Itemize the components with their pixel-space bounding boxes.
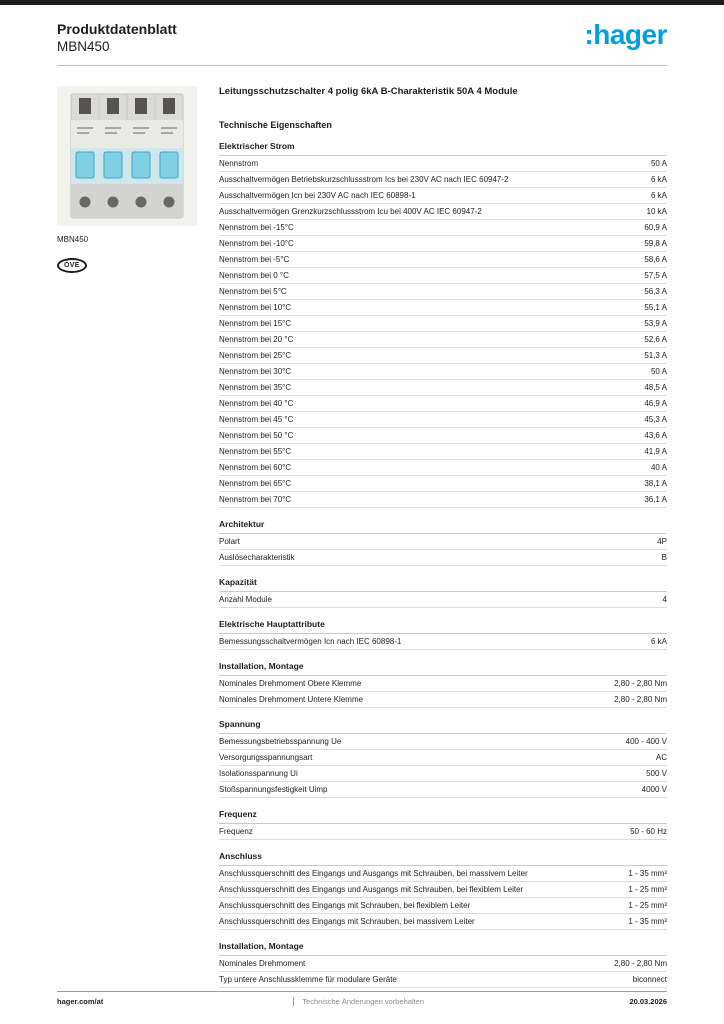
- spec-row: [219, 866, 667, 882]
- row-value: AC: [655, 753, 667, 762]
- spec-row: [219, 300, 667, 316]
- row-label: Bemessungsbetriebsspannung Ue: [219, 737, 342, 746]
- row-label: Isolationsspannung Ui: [219, 769, 298, 778]
- section-title: Architektur: [219, 519, 667, 534]
- row-value: 2,80 - 2,80 Nm: [614, 679, 667, 688]
- row-label: Stoßspannungsfestigkeit Uimp: [219, 785, 328, 794]
- spec-row: [219, 332, 667, 348]
- spec-row: [219, 428, 667, 444]
- row-label: Nennstrom bei 35°C: [219, 383, 292, 392]
- row-label: Ausschaltvermögen Betriebskurzschlussstrom Ics bei 230V AC nach IEC 60947-2: [219, 175, 509, 184]
- section-title: Installation, Montage: [219, 941, 667, 956]
- row-label: Nennstrom bei 60°C: [219, 463, 292, 472]
- spec-section: [219, 619, 667, 650]
- ove-certification-badge: ÖVE: [57, 258, 87, 273]
- page-model: MBN450: [57, 39, 110, 54]
- row-value: 500 V: [646, 769, 667, 778]
- spec-row: [219, 882, 667, 898]
- row-value: 38,1 A: [644, 479, 667, 488]
- spec-section: [219, 851, 667, 930]
- row-label: Anschlussquerschnitt des Eingangs und Ausgangs mit Schrauben, bei flexiblem Leiter: [219, 885, 524, 894]
- spec-row: [219, 364, 667, 380]
- footer-note: Technische Änderungen vorbehalten: [293, 997, 424, 1006]
- spec-row: [219, 348, 667, 364]
- row-value: 56,3 A: [644, 287, 667, 296]
- spec-row: [219, 898, 667, 914]
- spec-column: [219, 86, 667, 988]
- product-title: Leitungsschutzschalter 4 polig 6kA B-Charakteristik 50A 4 Module: [219, 86, 518, 97]
- spec-section: [219, 809, 667, 840]
- row-label: Nennstrom bei 45 °C: [219, 415, 294, 424]
- row-label: Nennstrom bei -5°C: [219, 255, 290, 264]
- section-title: Frequenz: [219, 809, 667, 824]
- spec-row: [219, 204, 667, 220]
- spec-section: [219, 941, 667, 988]
- footer: [57, 991, 667, 1006]
- row-value: 10 kA: [646, 207, 667, 216]
- section-title: Elektrischer Strom: [219, 141, 667, 156]
- spec-row: [219, 316, 667, 332]
- row-value: 6 kA: [650, 637, 667, 646]
- row-value: 40 A: [650, 463, 667, 472]
- row-value: 46,9 A: [644, 399, 667, 408]
- row-value: 43,6 A: [644, 431, 667, 440]
- spec-row: [219, 734, 667, 750]
- spec-row: [219, 380, 667, 396]
- row-value: 50 A: [650, 367, 667, 376]
- row-value: 400 - 400 V: [625, 737, 667, 746]
- row-label: Nennstrom bei 55°C: [219, 447, 292, 456]
- spec-row: [219, 782, 667, 798]
- spec-row: [219, 592, 667, 608]
- spec-row: [219, 492, 667, 508]
- row-value: 60,9 A: [644, 223, 667, 232]
- spec-row: [219, 476, 667, 492]
- row-value: 58,6 A: [644, 255, 667, 264]
- row-value: 4P: [657, 537, 667, 546]
- product-column: [57, 86, 202, 988]
- row-label: Nennstrom bei 10°C: [219, 303, 292, 312]
- spec-row: [219, 634, 667, 650]
- hager-logo: :hager: [584, 19, 667, 50]
- row-label: Bemessungsschaltvermögen Icn nach IEC 60898-1: [219, 637, 402, 646]
- spec-row: [219, 534, 667, 550]
- spec-row: [219, 284, 667, 300]
- spec-section: [219, 719, 667, 798]
- spec-row: [219, 188, 667, 204]
- row-label: Anschlussquerschnitt des Eingangs mit Schrauben, bei flexiblem Leiter: [219, 901, 471, 910]
- row-value: B: [661, 553, 667, 562]
- spec-row: [219, 236, 667, 252]
- spec-section: [219, 577, 667, 608]
- spec-row: [219, 220, 667, 236]
- row-label: Nennstrom bei 30°C: [219, 367, 292, 376]
- row-label: Nennstrom bei 65°C: [219, 479, 292, 488]
- product-image: [57, 86, 197, 226]
- row-value: 59,8 A: [644, 239, 667, 248]
- spec-row: [219, 444, 667, 460]
- row-label: Anschlussquerschnitt des Eingangs und Ausgangs mit Schrauben, bei massivem Leiter: [219, 869, 528, 878]
- section-title: Installation, Montage: [219, 661, 667, 676]
- row-label: Nennstrom bei 0 °C: [219, 271, 289, 280]
- row-label: Nominales Drehmoment Obere Klemme: [219, 679, 362, 688]
- spec-sections: [219, 141, 667, 988]
- row-value: 36,1 A: [644, 495, 667, 504]
- row-value: 52,6 A: [644, 335, 667, 344]
- product-image-caption: MBN450: [57, 235, 89, 244]
- spec-section: [219, 519, 667, 566]
- row-label: Nennstrom bei 15°C: [219, 319, 292, 328]
- tech-properties-heading: Technische Eigenschaften: [219, 120, 332, 130]
- header-divider: [57, 65, 667, 66]
- spec-row: [219, 460, 667, 476]
- row-value: 4000 V: [641, 785, 667, 794]
- row-label: Auslösecharakteristik: [219, 553, 295, 562]
- spec-row: [219, 750, 667, 766]
- row-value: 48,5 A: [644, 383, 667, 392]
- row-value: 53,9 A: [644, 319, 667, 328]
- spec-row: [219, 824, 667, 840]
- row-label: Versorgungsspannungsart: [219, 753, 313, 762]
- spec-row: [219, 252, 667, 268]
- spec-row: [219, 972, 667, 988]
- spec-row: [219, 412, 667, 428]
- row-label: Nennstrom bei 70°C: [219, 495, 292, 504]
- row-label: Frequenz: [219, 827, 253, 836]
- row-value: 1 - 35 mm²: [628, 869, 667, 878]
- page-title: Produktdatenblatt: [57, 21, 177, 37]
- row-label: Polart: [219, 537, 240, 546]
- header-titles: [57, 21, 177, 55]
- row-value: 1 - 35 mm²: [628, 917, 667, 926]
- row-value: 6 kA: [650, 191, 667, 200]
- spec-row: [219, 396, 667, 412]
- row-label: Nennstrom bei 50 °C: [219, 431, 294, 440]
- row-value: 55,1 A: [644, 303, 667, 312]
- row-label: Anzahl Module: [219, 595, 272, 604]
- row-label: Ausschaltvermögen Grenzkurzschlussstrom Icu bei 400V AC IEC 60947-2: [219, 207, 482, 216]
- row-label: Ausschaltvermögen Icn bei 230V AC nach IEC 60898-1: [219, 191, 416, 200]
- section-title: Spannung: [219, 719, 667, 734]
- row-label: Typ untere Anschlussklemme für modulare Geräte: [219, 975, 397, 984]
- row-label: Nennstrom bei -15°C: [219, 223, 294, 232]
- section-title: Elektrische Hauptattribute: [219, 619, 667, 634]
- footer-link[interactable]: hager.com/at: [57, 997, 104, 1006]
- row-label: Nennstrom bei 20 °C: [219, 335, 294, 344]
- row-value: 1 - 25 mm²: [628, 885, 667, 894]
- row-label: Nennstrom bei 25°C: [219, 351, 292, 360]
- header: [57, 21, 667, 55]
- row-value: 2,80 - 2,80 Nm: [614, 959, 667, 968]
- row-label: Nennstrom: [219, 159, 259, 168]
- row-value: 51,3 A: [644, 351, 667, 360]
- section-title: Anschluss: [219, 851, 667, 866]
- row-label: Nennstrom bei 40 °C: [219, 399, 294, 408]
- main-content: [57, 86, 667, 988]
- spec-row: [219, 156, 667, 172]
- row-value: 45,3 A: [644, 415, 667, 424]
- row-label: Nominales Drehmoment: [219, 959, 306, 968]
- circuit-breaker-illustration: [57, 86, 197, 226]
- row-value: 1 - 25 mm²: [628, 901, 667, 910]
- row-value: 41,9 A: [644, 447, 667, 456]
- spec-row: [219, 172, 667, 188]
- row-value: 50 A: [650, 159, 667, 168]
- spec-row: [219, 956, 667, 972]
- row-label: Nennstrom bei 5°C: [219, 287, 287, 296]
- spec-section: [219, 661, 667, 708]
- top-bar: [0, 0, 724, 5]
- spec-row: [219, 766, 667, 782]
- section-title: Kapazität: [219, 577, 667, 592]
- spec-row: [219, 914, 667, 930]
- row-value: 6 kA: [650, 175, 667, 184]
- row-value: 57,5 A: [644, 271, 667, 280]
- row-label: Nominales Drehmoment Untere Klemme: [219, 695, 364, 704]
- row-value: biconnect: [632, 975, 667, 984]
- row-value: 4: [662, 595, 667, 604]
- row-value: 50 - 60 Hz: [630, 827, 667, 836]
- row-label: Anschlussquerschnitt des Eingangs mit Schrauben, bei massivem Leiter: [219, 917, 475, 926]
- spec-row: [219, 676, 667, 692]
- footer-date: 20.03.2026: [629, 997, 667, 1006]
- spec-section: [219, 141, 667, 508]
- row-value: 2,80 - 2,80 Nm: [614, 695, 667, 704]
- spec-row: [219, 692, 667, 708]
- spec-row: [219, 268, 667, 284]
- spec-row: [219, 550, 667, 566]
- row-label: Nennstrom bei -10°C: [219, 239, 294, 248]
